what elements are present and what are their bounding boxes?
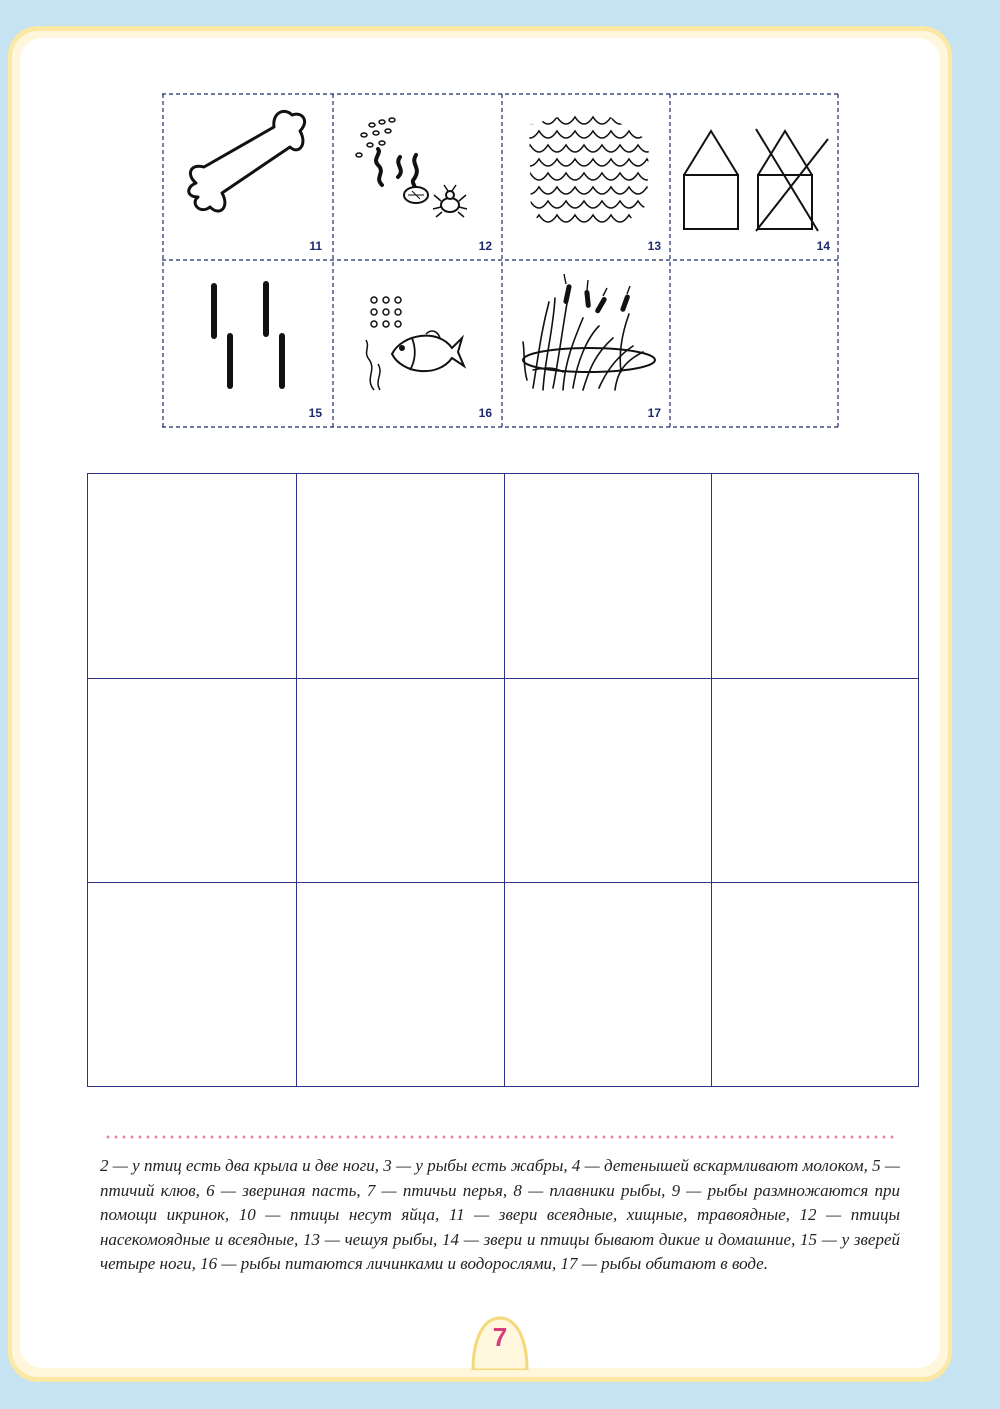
grid-cell[interactable] — [296, 473, 505, 679]
card-12[interactable] — [334, 95, 502, 259]
card-16[interactable] — [334, 262, 502, 426]
grid-cell[interactable] — [504, 882, 712, 1087]
caption-text: 2 — у птиц есть два крыла и две ноги, 3 — у рыбы есть жабры, 4 — детенышей вскармливают молоком, 5 — птичий клюв, 6 — звериная пасть, 7 — птичьи перья, 8 — плавники рыбы, 9 — рыбы размножаются при помощи икринок, 10 — птицы несут яйца, 11 — звери всеядные, хищные, травоядные, 12 — птицы насекомоядные и всеядные, 13 — чешуя рыбы, 14 — звери и птицы бывают дикие и домашние, 15 — у зверей четыре ноги, 16 — рыбы питаются личинками и водорослями, 17 — рыбы обитают в воде. — [100, 1156, 900, 1273]
grid-cell[interactable] — [711, 882, 919, 1087]
card-number: 17 — [647, 406, 661, 420]
fish-icon — [334, 262, 502, 426]
grid-cell[interactable] — [87, 473, 297, 679]
grid-cell[interactable] — [504, 473, 712, 679]
card-13[interactable] — [503, 95, 671, 259]
grid-cell[interactable] — [711, 678, 919, 883]
card-17[interactable] — [503, 262, 671, 426]
grid-cell[interactable] — [87, 678, 297, 883]
card-14[interactable] — [672, 95, 840, 259]
card-empty — [672, 262, 840, 426]
grid-cell[interactable] — [504, 678, 712, 883]
fish-scales-icon — [503, 95, 671, 259]
larvae-and-algae-icon — [334, 95, 502, 259]
card-number: 16 — [478, 406, 492, 420]
four-legs-icon — [164, 262, 332, 426]
bone-icon — [164, 95, 332, 259]
card-number: 13 — [647, 239, 661, 253]
card-11[interactable] — [164, 95, 332, 259]
dotted-divider — [104, 1134, 894, 1140]
grid-cell[interactable] — [711, 473, 919, 679]
card-15[interactable] — [164, 262, 332, 426]
grid-cell[interactable] — [296, 882, 505, 1087]
card-number: 11 — [309, 239, 322, 253]
card-number: 14 — [816, 239, 830, 253]
page-number-badge — [469, 1310, 531, 1370]
reeds-pond-icon — [503, 262, 671, 426]
houses-icon — [672, 95, 840, 259]
answer-key-caption — [100, 1154, 900, 1277]
page-number: 7 — [492, 1322, 508, 1352]
grid-cell[interactable] — [296, 678, 505, 883]
card-number: 15 — [308, 406, 322, 420]
card-number: 12 — [478, 239, 492, 253]
grid-cell[interactable] — [87, 882, 297, 1087]
